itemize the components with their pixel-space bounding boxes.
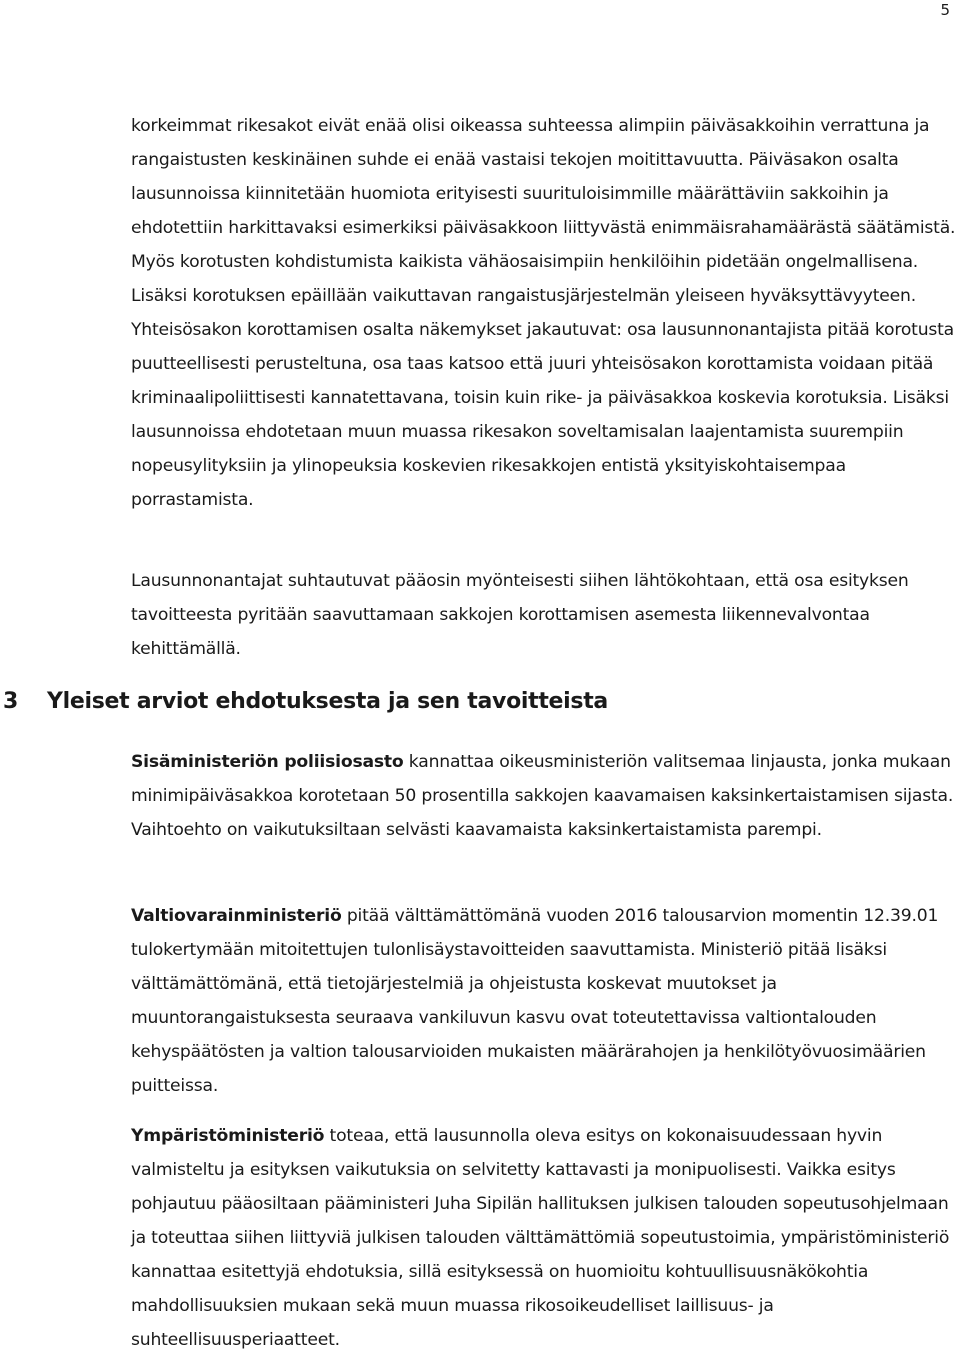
statement-text: kannattaa oikeusministeriön valitsemaa linjausta, jonka mukaan minimipäiväsakkoa korotetaan 50 prosentilla sakkojen kaavamaisen kaksinkertaistamisen sijasta. Vaihtoehto on vaikutuksiltaan selvästi kaavamaista kaksinkertaistamista parempi. bbox=[131, 752, 954, 840]
statement-interior-ministry bbox=[131, 745, 960, 847]
paragraph-summary: korkeimmat rikesakot eivät enää olisi oikeassa suhteessa alimpiin päiväsakkoihin verrattuna ja rangaistusten keskinäinen suhde ei enää vastaisi tekojen moitittavuutta. Päiväsakon osalta lausunnoissa kiinnitetään huomiota erityisesti suurituloisimmille määrättäviin sakkoihin ja ehdotettiin harkittavaksi esimerkiksi päiväsakkoon liittyvästä enimmäisrahamäärästä säätämistä. Myös korotusten kohdistumista kaikista vähäosaisimpiin henkilöihin pidetään ongelmallisena. Lisäksi korotuksen epäillään vaikuttavan rangaistusjärjestelmän yleiseen hyväksyttävyyteen. Yhteisösakon korottamisen osalta näkemykset jakautuvat: osa lausunnonantajista pitää korotusta puutteellisesti perusteltuna, osa taas katsoo että juuri yhteisösakon korottamista voidaan pitää kriminaalipoliittisesti kannatettavana, toisin kuin rike- ja päiväsakkoa koskevia korotuksia. Lisäksi lausunnoissa ehdotetaan muun muassa rikesakon soveltamisalan laajentamista suurempiin nopeusylityksiin ja ylinopeuksia koskevien rikesakkojen entistä yksityiskohtaisempaa porrastamista. bbox=[131, 116, 956, 510]
statement-text: toteaa, että lausunnolla oleva esitys on kokonaisuudessaan hyvin valmisteltu ja esityksen vaikutuksia on selvitetty kattavasti ja monipuolisesti. Vaikka esitys pohjautuu pääosiltaan pääministeri Juha Sipilän hallituksen julkisen talouden sopeutusohjelmaan ja toteuttaa siihen liittyviä julkisen talouden välttämättömiä sopeutustoimia, ympäristöministeriö kannattaa esitettyjä ehdotuksia, sillä esityksessä on huomioitu kohtuullisuusnäkökohtia mahdollisuuksien mukaan sekä muun muassa rikosoikeudelliset laillisuus- ja suhteellisuusperiaatteet. bbox=[131, 1126, 950, 1350]
paragraph-traffic-control: Lausunnonantajat suhtautuvat pääosin myönteisesti siihen lähtökohtaan, että osa esityksen tavoitteesta pyritään saavuttamaan sakkojen korottamisen asemesta liikennevalvontaa kehittämällä. bbox=[131, 571, 909, 659]
organization-name: Ympäristöministeriö bbox=[131, 1126, 325, 1146]
statement-environment-ministry bbox=[131, 1119, 960, 1357]
statement-finance-ministry bbox=[131, 899, 960, 1103]
section-heading bbox=[0, 684, 608, 720]
section-title: Yleiset arviot ehdotuksesta ja sen tavoitteista bbox=[47, 689, 608, 714]
section-number: 3 bbox=[3, 689, 19, 714]
statement-text: pitää välttämättömänä vuoden 2016 talousarvion momentin 12.39.01 tulokertymään mitoitettujen tulonlisäystavoitteiden saavuttamista. Ministeriö pitää lisäksi välttämättömänä, että tietojärjestelmiä ja ohjeistusta koskevat muutokset ja muuntorangaistuksesta seuraava vankiluvun kasvu ovat toteutettavissa valtiontalouden kehyspäätösten ja valtion talousarvioiden mukaisten määrärahojen ja henkilötyövuosimäärien puitteissa. bbox=[131, 906, 939, 1096]
page-number: 5 bbox=[940, 1, 950, 19]
organization-name: Sisäministeriön poliisiosasto bbox=[131, 752, 404, 772]
organization-name: Valtiovarainministeriö bbox=[131, 906, 342, 926]
